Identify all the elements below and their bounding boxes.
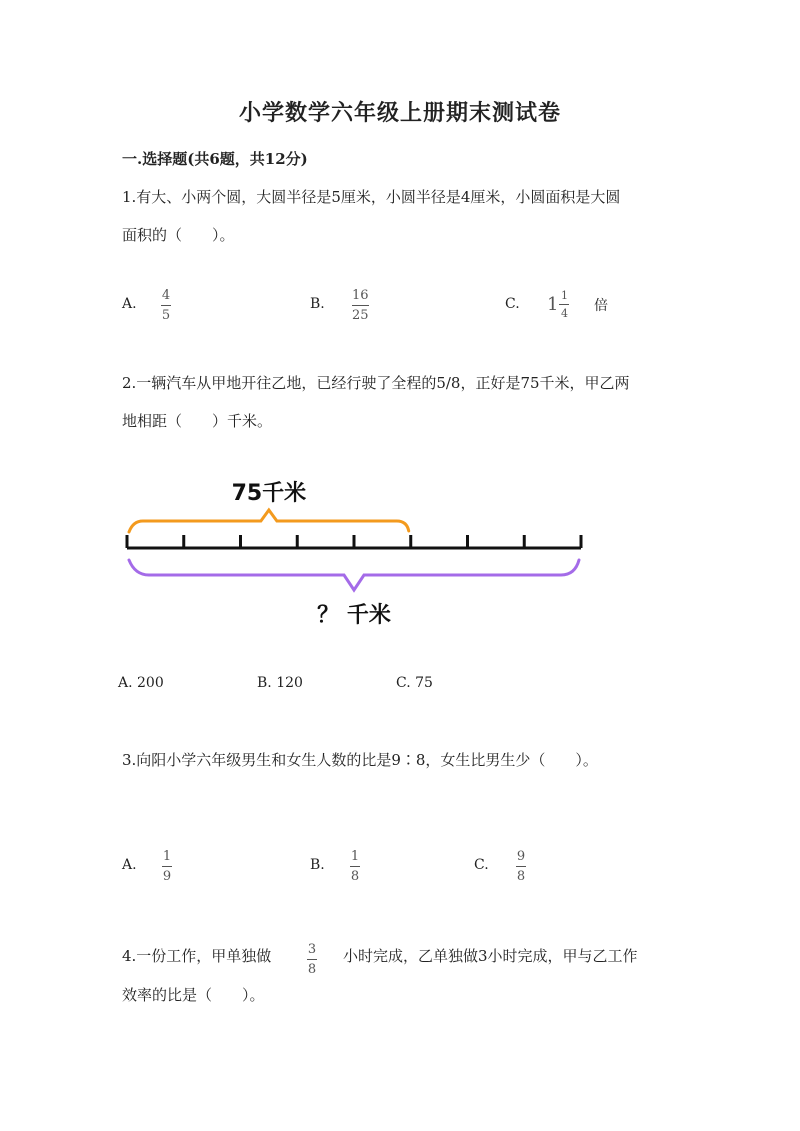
question-4-text-end: 小时完成，乙单独做3小时完成，甲与乙工作 bbox=[343, 947, 638, 965]
denominator: 5 bbox=[161, 308, 171, 323]
denominator: 8 bbox=[350, 869, 360, 884]
q2-option-c[interactable]: C. 75 bbox=[396, 675, 433, 691]
unknown-distance-label: ？ 千米 bbox=[317, 603, 391, 628]
section-heading: 一.选择题(共6题，共12分) bbox=[122, 150, 308, 168]
fraction-part bbox=[559, 290, 569, 319]
numerator: 1 bbox=[560, 289, 568, 302]
q4-inline-fraction bbox=[307, 943, 317, 976]
question-4-text-line2: 效率的比是（ ）。 bbox=[122, 986, 265, 1004]
question-3-text: 3.向阳小学六年级男生和女生人数的比是9∶8，女生比男生少（ ）。 bbox=[122, 751, 598, 769]
question-1-text-line2: 面积的（ ）。 bbox=[122, 226, 235, 244]
q3-option-b-fraction bbox=[350, 850, 360, 883]
known-distance-brace bbox=[129, 510, 409, 532]
numerator: 1 bbox=[162, 849, 172, 864]
q2-option-b[interactable]: B. 120 bbox=[257, 675, 303, 691]
numerator: 3 bbox=[307, 942, 317, 957]
q2-option-a[interactable]: A. 200 bbox=[118, 675, 164, 691]
numerator: 4 bbox=[161, 288, 171, 303]
denominator: 8 bbox=[307, 962, 317, 977]
question-4-text-start: 4.一份工作，甲单独做 bbox=[122, 947, 272, 965]
question-2-text: 2.一辆汽车从甲地开往乙地，已经行驶了全程的5/8，正好是75千米，甲乙两 bbox=[122, 374, 630, 392]
q3-option-c-label[interactable]: C. bbox=[474, 857, 489, 873]
denominator: 9 bbox=[162, 869, 172, 884]
denominator: 25 bbox=[352, 308, 369, 323]
q1-option-c-label[interactable]: C. bbox=[505, 296, 520, 312]
whole-part: 1 bbox=[547, 294, 559, 315]
total-distance-brace bbox=[129, 560, 579, 590]
numerator: 1 bbox=[350, 849, 360, 864]
q1-option-a-label[interactable]: A. bbox=[122, 296, 137, 312]
route-ticks bbox=[127, 535, 581, 548]
denominator: 4 bbox=[560, 307, 568, 320]
q1-option-a-fraction bbox=[161, 289, 171, 322]
numerator: 9 bbox=[516, 849, 526, 864]
known-distance-label: 75千米 bbox=[231, 481, 307, 506]
q1-option-b-label[interactable]: B. bbox=[310, 296, 325, 312]
q3-option-a-fraction bbox=[162, 850, 172, 883]
page-title: 小学数学六年级上册期末测试卷 bbox=[238, 100, 561, 126]
distance-diagram bbox=[110, 470, 600, 635]
q1-option-c-mixed-number bbox=[547, 290, 569, 319]
question-1-text: 1.有大、小两个圆，大圆半径是5厘米，小圆半径是4厘米，小圆面积是大圆 bbox=[122, 188, 621, 206]
q3-option-c-fraction bbox=[516, 850, 526, 883]
q3-option-a-label[interactable]: A. bbox=[122, 857, 137, 873]
q1-option-c-unit: 倍 bbox=[594, 298, 608, 314]
q3-option-b-label[interactable]: B. bbox=[310, 857, 325, 873]
denominator: 8 bbox=[516, 869, 526, 884]
numerator: 16 bbox=[352, 288, 369, 303]
question-2-text-line2: 地相距（ ）千米。 bbox=[122, 412, 273, 430]
q1-option-b-fraction bbox=[352, 289, 369, 322]
